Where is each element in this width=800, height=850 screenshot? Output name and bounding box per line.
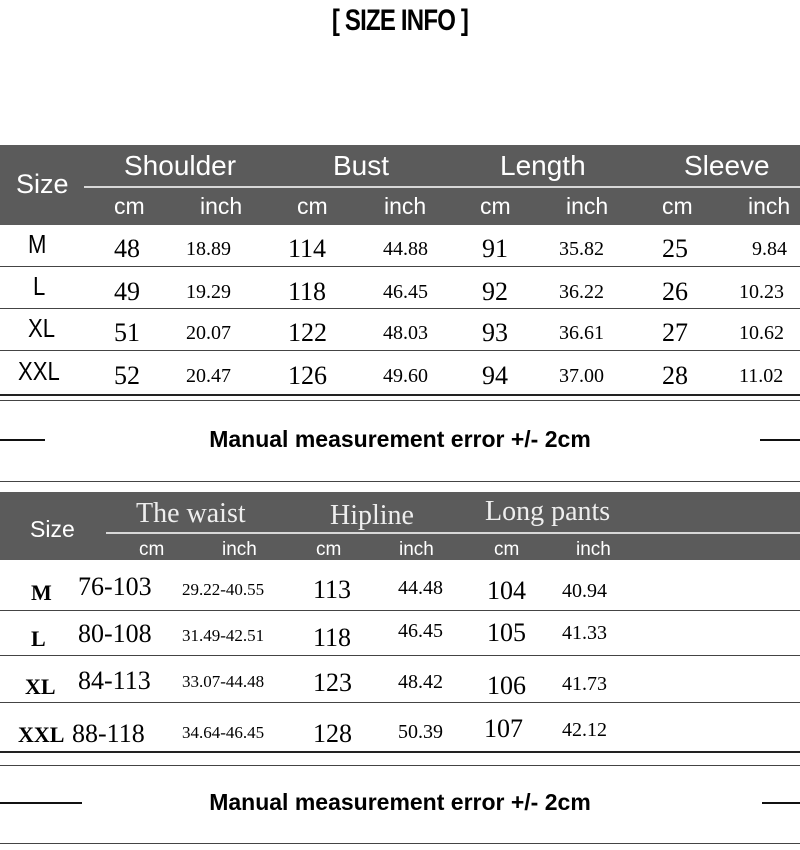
- row-divider: [0, 655, 800, 656]
- table-cell: 35.82: [559, 238, 604, 260]
- table-cell: 52: [114, 361, 140, 390]
- unit-header: inch: [200, 193, 243, 219]
- row-divider: [0, 308, 800, 309]
- row-divider: [0, 702, 800, 703]
- table-cell: 34.64-46.45: [182, 723, 265, 742]
- table-cell: 84-113: [78, 666, 151, 695]
- table-cell: 10.23: [739, 281, 784, 303]
- table-bottom-rule: [0, 765, 800, 766]
- table-cell: 94: [482, 361, 508, 390]
- table-cell: 44.48: [398, 577, 443, 599]
- table-cell: 20.47: [186, 365, 231, 387]
- size-cell: M: [28, 229, 47, 259]
- unit-header: cm: [494, 539, 520, 560]
- unit-header: inch: [222, 539, 257, 560]
- table-cell: 114: [288, 234, 327, 263]
- unit-header: inch: [566, 193, 609, 219]
- group-header-long-pants: Long pants: [485, 496, 611, 527]
- table-cell: 9.84: [752, 238, 787, 260]
- unit-header: cm: [139, 539, 165, 560]
- unit-header: cm: [297, 193, 328, 219]
- table-cell: 27: [662, 318, 688, 347]
- unit-header: cm: [114, 193, 145, 219]
- table-cell: 28: [662, 361, 688, 390]
- table-cell: 118: [288, 277, 327, 306]
- size-cell: XXL: [18, 356, 60, 386]
- table-cell: 107: [484, 714, 523, 743]
- row-divider: [0, 266, 800, 267]
- table-cell: 41.33: [562, 622, 607, 644]
- table-cell: 91: [482, 234, 508, 263]
- table-bottom-rule: [0, 751, 800, 753]
- table-cell: 20.07: [186, 322, 231, 344]
- unit-header: inch: [576, 539, 611, 560]
- table-cell: 50.39: [398, 721, 443, 743]
- bottom-table-header: [0, 492, 800, 560]
- table-cell: 33.07-44.48: [182, 672, 265, 691]
- table-cell: 31.49-42.51: [182, 626, 265, 645]
- size-cell: L: [31, 626, 46, 651]
- table-cell: 122: [288, 318, 327, 347]
- table-cell: 36.61: [559, 322, 604, 344]
- measurement-note: Manual measurement error +/- 2cm: [209, 789, 591, 815]
- section-divider: [0, 481, 800, 482]
- size-cell: XL: [28, 313, 56, 343]
- table-bottom-rule: [0, 400, 800, 401]
- table-cell: 123: [313, 668, 352, 697]
- header-divider: [84, 186, 800, 188]
- size-cell: XL: [25, 674, 56, 699]
- table-cell: 93: [482, 318, 508, 347]
- table-cell: 46.45: [398, 620, 443, 642]
- table-cell: 18.89: [186, 238, 231, 260]
- size-header: Size: [16, 169, 69, 199]
- table-cell: 44.88: [383, 238, 428, 260]
- group-header-length: Length: [500, 150, 586, 181]
- table-cell: 49.60: [383, 365, 428, 387]
- table-cell: 88-118: [72, 719, 145, 748]
- group-header-waist: The waist: [136, 498, 246, 529]
- table-cell: 37.00: [559, 365, 604, 387]
- size-cell: M: [31, 580, 52, 605]
- header-divider: [106, 532, 800, 534]
- unit-header: cm: [662, 193, 693, 219]
- table-cell: 40.94: [562, 580, 607, 602]
- table-cell: 118: [313, 623, 352, 652]
- table-cell: 48.03: [383, 322, 428, 344]
- table-cell: 104: [487, 576, 526, 605]
- unit-header: inch: [748, 193, 791, 219]
- size-cell: XXL: [18, 722, 65, 747]
- table-cell: 80-108: [78, 619, 152, 648]
- note-dash-right: [760, 439, 800, 441]
- table-cell: 26: [662, 277, 688, 306]
- table-cell: 106: [487, 671, 526, 700]
- table-cell: 105: [487, 618, 526, 647]
- measurement-note: Manual measurement error +/- 2cm: [209, 426, 591, 452]
- size-cell: L: [33, 271, 46, 301]
- unit-header: inch: [399, 539, 434, 560]
- table-cell: 48.42: [398, 671, 443, 693]
- table-cell: 41.73: [562, 673, 607, 695]
- unit-header: inch: [384, 193, 427, 219]
- table-cell: 49: [114, 277, 140, 306]
- top-table-header: [0, 145, 800, 225]
- table-cell: 36.22: [559, 281, 604, 303]
- table-cell: 48: [114, 234, 140, 263]
- table-cell: 19.29: [186, 281, 231, 303]
- table-cell: 42.12: [562, 719, 607, 741]
- row-divider: [0, 610, 800, 611]
- note-dash-right: [762, 802, 800, 804]
- row-divider: [0, 350, 800, 351]
- table-cell: 76-103: [78, 572, 152, 601]
- section-divider: [0, 843, 800, 844]
- size-header: Size: [30, 516, 75, 542]
- page-title: [ SIZE INFO ]: [331, 4, 469, 37]
- table-cell: 46.45: [383, 281, 428, 303]
- unit-header: cm: [480, 193, 511, 219]
- table-cell: 10.62: [739, 322, 784, 344]
- group-header-sleeve: Sleeve: [684, 150, 770, 181]
- table-cell: 51: [114, 318, 140, 347]
- table-cell: 126: [288, 361, 327, 390]
- table-cell: 113: [313, 575, 352, 604]
- table-cell: 29.22-40.55: [182, 580, 265, 599]
- unit-header: cm: [316, 539, 342, 560]
- table-cell: 25: [662, 234, 688, 263]
- group-header-shoulder: Shoulder: [124, 150, 237, 181]
- table-cell: 11.02: [739, 365, 784, 387]
- table-bottom-rule: [0, 394, 800, 396]
- table-cell: 92: [482, 277, 508, 306]
- group-header-hipline: Hipline: [330, 500, 414, 531]
- table-cell: 128: [313, 719, 352, 748]
- group-header-bust: Bust: [333, 150, 390, 181]
